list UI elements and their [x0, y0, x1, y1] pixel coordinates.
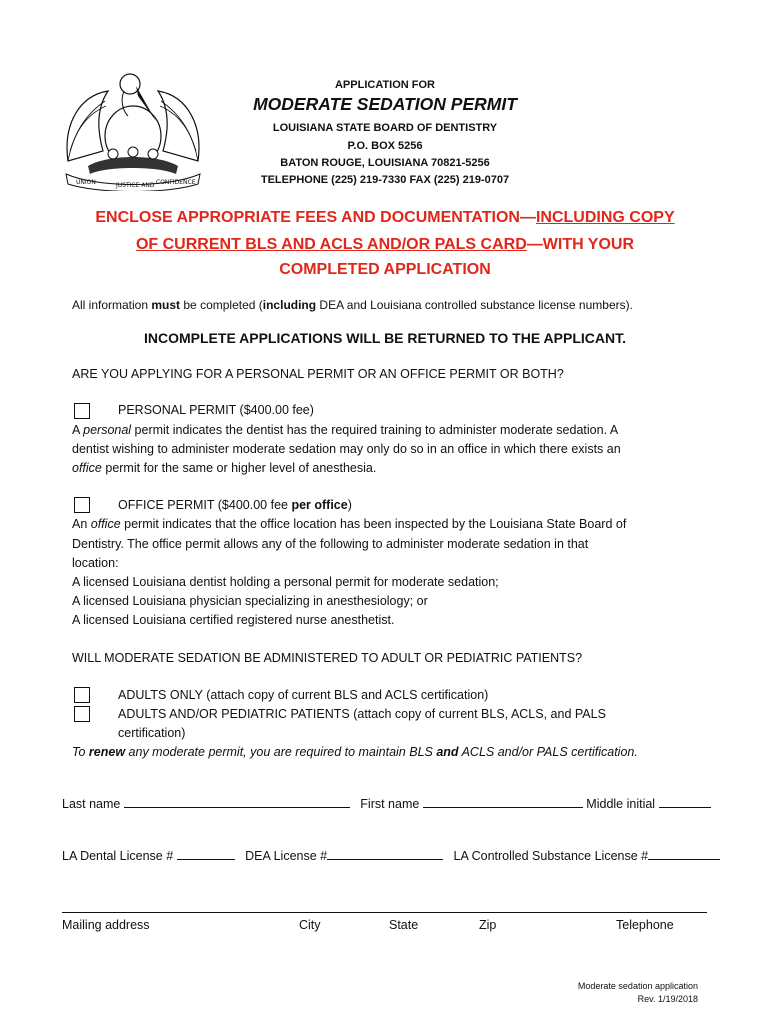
name-fields-row	[62, 795, 712, 814]
renewal-note	[72, 743, 638, 762]
telephone-label: Telephone	[616, 918, 674, 932]
incomplete-warning: INCOMPLETE APPLICATIONS WILL BE RETURNED TO THE APPLICANT.	[144, 330, 626, 346]
info-text: All information	[72, 298, 152, 312]
dental-license-input[interactable]	[177, 847, 235, 860]
label-text: OFFICE PERMIT ($400.00 fee	[118, 498, 292, 512]
dental-license-label: LA Dental License #	[62, 849, 174, 863]
desc-text: An	[72, 517, 91, 531]
seal-motto-justice: JUSTICE AND	[116, 182, 155, 189]
personal-desc-line-3	[72, 459, 376, 478]
license-fields-row	[62, 847, 712, 866]
desc-italic: personal	[83, 423, 132, 437]
pelican-seal-icon	[58, 66, 208, 191]
middle-initial-label: Middle initial	[586, 797, 656, 811]
dea-license-label: DEA License #	[245, 849, 328, 863]
label-bold: per office	[291, 498, 348, 512]
adults-only-checkbox[interactable]	[74, 687, 90, 703]
info-paragraph	[72, 296, 633, 315]
notice-underlined: OF CURRENT BLS AND ACLS AND/OR PALS CARD	[135, 236, 527, 253]
desc-text: permit for the same or higher level of anesthesia.	[101, 461, 377, 475]
cds-license-label: LA Controlled Substance License #	[453, 849, 649, 863]
zip-label: Zip	[479, 918, 497, 932]
po-box: P.O. BOX 5256	[347, 140, 423, 152]
mailing-address-label: Mailing address	[62, 918, 150, 932]
city-label: City	[299, 918, 321, 932]
footer-doc-name: Moderate sedation application	[577, 981, 698, 991]
renew-text: To	[72, 745, 89, 759]
desc-text: permit indicates that the office location has been inspected by the Louisiana State Board of	[120, 517, 627, 531]
address-input-line[interactable]	[62, 912, 707, 913]
renew-text: ACLS and/or PALS certification.	[458, 745, 638, 759]
seal-motto-confidence: CONFIDENCE	[156, 179, 196, 186]
last-name-label: Last name	[62, 797, 121, 811]
last-name-input[interactable]	[124, 795, 350, 808]
notice-text: —WITH YOUR	[526, 236, 635, 253]
office-desc-line-2: Dentistry. The office permit allows any of the following to administer moderate sedation in that	[72, 537, 589, 551]
info-text: DEA and Louisiana controlled substance license numbers).	[316, 298, 633, 312]
adults-only-label: ADULTS ONLY (attach copy of current BLS and ACLS certification)	[118, 688, 489, 702]
label-text: )	[347, 498, 352, 512]
first-name-label: First name	[360, 797, 420, 811]
question-patient-type: WILL MODERATE SEDATION BE ADMINISTERED TO ADULT OR PEDIATRIC PATIENTS?	[72, 651, 583, 665]
personal-permit-checkbox[interactable]	[74, 403, 90, 419]
notice-line-2	[60, 231, 710, 258]
question-permit-type: ARE YOU APPLYING FOR A PERSONAL PERMIT OR AN OFFICE PERMIT OR BOTH?	[72, 367, 564, 381]
renew-bold: and	[436, 745, 459, 759]
seal-motto-union: UNION	[76, 179, 96, 186]
info-bold: including	[262, 298, 317, 312]
adults-pediatric-label: ADULTS AND/OR PEDIATRIC PATIENTS (attach copy of current BLS, ACLS, and PALS	[118, 707, 606, 721]
page-title: MODERATE SEDATION PERMIT	[253, 94, 517, 114]
office-desc-line-4: A licensed Louisiana dentist holding a personal permit for moderate sedation;	[72, 575, 499, 589]
personal-desc-line-2: dentist wishing to administer moderate sedation may only do so in an office in which there exists an	[72, 442, 621, 456]
office-permit-checkbox[interactable]	[74, 497, 90, 513]
state-label: State	[389, 918, 419, 932]
renew-bold: renew	[88, 745, 126, 759]
info-text: be completed (	[180, 298, 263, 312]
personal-permit-label: PERSONAL PERMIT ($400.00 fee)	[118, 403, 314, 417]
notice-underlined: INCLUDING COPY	[535, 209, 675, 226]
personal-desc-line-1	[72, 421, 618, 440]
info-bold: must	[151, 298, 181, 312]
city-address: BATON ROUGE, LOUISIANA 70821-5256	[280, 157, 490, 169]
renew-text: any moderate permit, you are required to maintain BLS	[125, 745, 437, 759]
footer-revision: Rev. 1/19/2018	[637, 994, 698, 1004]
state-seal	[58, 66, 208, 191]
desc-text: A	[72, 423, 84, 437]
middle-initial-input[interactable]	[659, 795, 711, 808]
office-desc-line-3: location:	[72, 556, 119, 570]
notice-text: ENCLOSE APPROPRIATE FEES AND DOCUMENTATION—	[95, 209, 536, 226]
office-desc-line-1	[72, 515, 626, 534]
first-name-input[interactable]	[423, 795, 583, 808]
desc-text: permit indicates the dentist has the required training to administer moderate sedation. A	[131, 423, 619, 437]
adults-pediatric-label-cont: certification)	[118, 726, 186, 740]
phone-fax: TELEPHONE (225) 219-7330 FAX (225) 219-0707	[260, 174, 510, 186]
adults-pediatric-checkbox[interactable]	[74, 706, 90, 722]
desc-italic: office	[90, 517, 121, 531]
office-desc-line-6: A licensed Louisiana certified registered nurse anesthetist.	[72, 613, 395, 627]
cds-license-input[interactable]	[648, 847, 720, 860]
desc-italic: office	[72, 461, 102, 475]
notice-line-3: COMPLETED APPLICATION	[279, 261, 491, 278]
application-for-label: APPLICATION FOR	[334, 79, 435, 91]
board-name: LOUISIANA STATE BOARD OF DENTISTRY	[272, 122, 498, 134]
office-desc-line-5: A licensed Louisiana physician specializing in anesthesiology; or	[72, 594, 428, 608]
office-permit-label	[118, 496, 352, 515]
notice-line-1	[60, 204, 710, 231]
dea-license-input[interactable]	[327, 847, 443, 860]
